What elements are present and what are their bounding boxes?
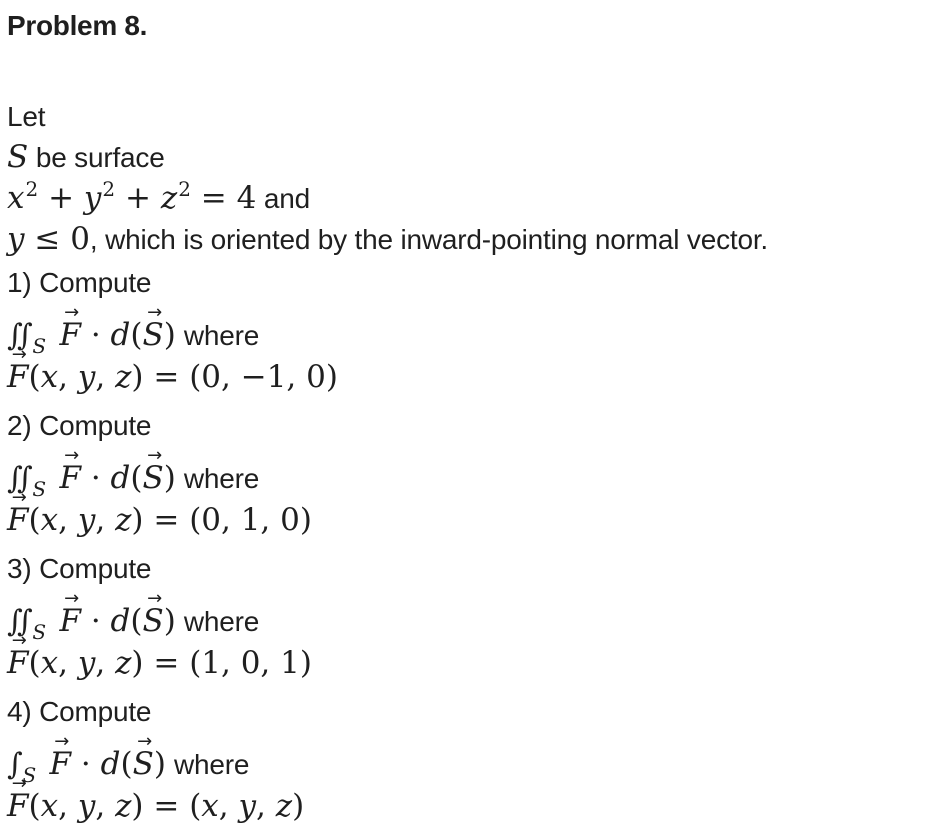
surface-text: be surface — [28, 142, 165, 173]
intro-equation-line — [7, 177, 311, 218]
double-integral-symbol: ∬ — [7, 604, 33, 639]
vector-field-definition: → F(x, y, z) = (1, 0, 1) — [7, 645, 312, 681]
single-integral-symbol: ∫ — [7, 747, 23, 782]
flux-integrand: → F · d(→ S) — [50, 746, 166, 782]
integral-subscript: S — [32, 477, 46, 501]
double-integral-symbol: ∬ — [7, 461, 33, 496]
sphere-equation: $x^2 + y^2 + z^2 = 4$ — [7, 177, 257, 216]
vector-field-definition: → F(x, y, z) = (0, −1, 0) — [7, 359, 338, 395]
where-text: where — [183, 606, 260, 637]
and-text: and — [256, 183, 311, 214]
intro-let: Let — [7, 101, 46, 132]
field-value: (0, 1, 0) — [189, 502, 312, 538]
condition-math: y ≤ 0 — [7, 221, 90, 257]
vector-field-definition: → F(x, y, z) = (0, 1, 0) — [7, 502, 312, 538]
problem-4-field-line — [7, 789, 304, 824]
problem-3-field-line — [7, 646, 312, 681]
problem-3-integral-line — [7, 603, 260, 644]
problem-4-integral-line — [7, 746, 250, 787]
problem-3-label: 3) Compute — [7, 553, 152, 584]
field-value: (1, 0, 1) — [189, 645, 312, 681]
integral-subscript: S — [32, 620, 46, 644]
problem-title: Problem 8. — [7, 10, 148, 41]
flux-integrand: → F · d(→ S) — [59, 603, 175, 639]
problem-2-label: 2) Compute — [7, 410, 152, 441]
flux-integrand: → F · d(→ S) — [59, 317, 175, 353]
where-text: where — [183, 320, 260, 351]
flux-integrand: → F · d(→ S) — [59, 460, 175, 496]
field-value: (0, −1, 0) — [189, 359, 338, 395]
problem-4-label: 4) Compute — [7, 696, 152, 727]
problem-1-field-line — [7, 360, 338, 395]
where-text: where — [183, 463, 260, 494]
orientation-text: , which is oriented by the inward-pointing normal vector. — [89, 224, 768, 255]
integral-subscript: S — [22, 763, 36, 787]
problem-1-label: 1) Compute — [7, 267, 152, 298]
intro-condition-line — [7, 222, 768, 257]
problem-1-integral-line — [7, 317, 260, 358]
surface-variable: S — [7, 139, 29, 175]
double-integral-symbol: ∬ — [7, 318, 33, 353]
integral-subscript: S — [32, 334, 46, 358]
problem-2-field-line — [7, 503, 312, 538]
field-value: (x, y, z) — [189, 788, 305, 824]
problem-2-integral-line — [7, 460, 260, 501]
intro-surface-line — [7, 140, 165, 175]
where-text: where — [173, 749, 250, 780]
vector-field-definition: → F(x, y, z) = (x, y, z) — [7, 788, 304, 824]
